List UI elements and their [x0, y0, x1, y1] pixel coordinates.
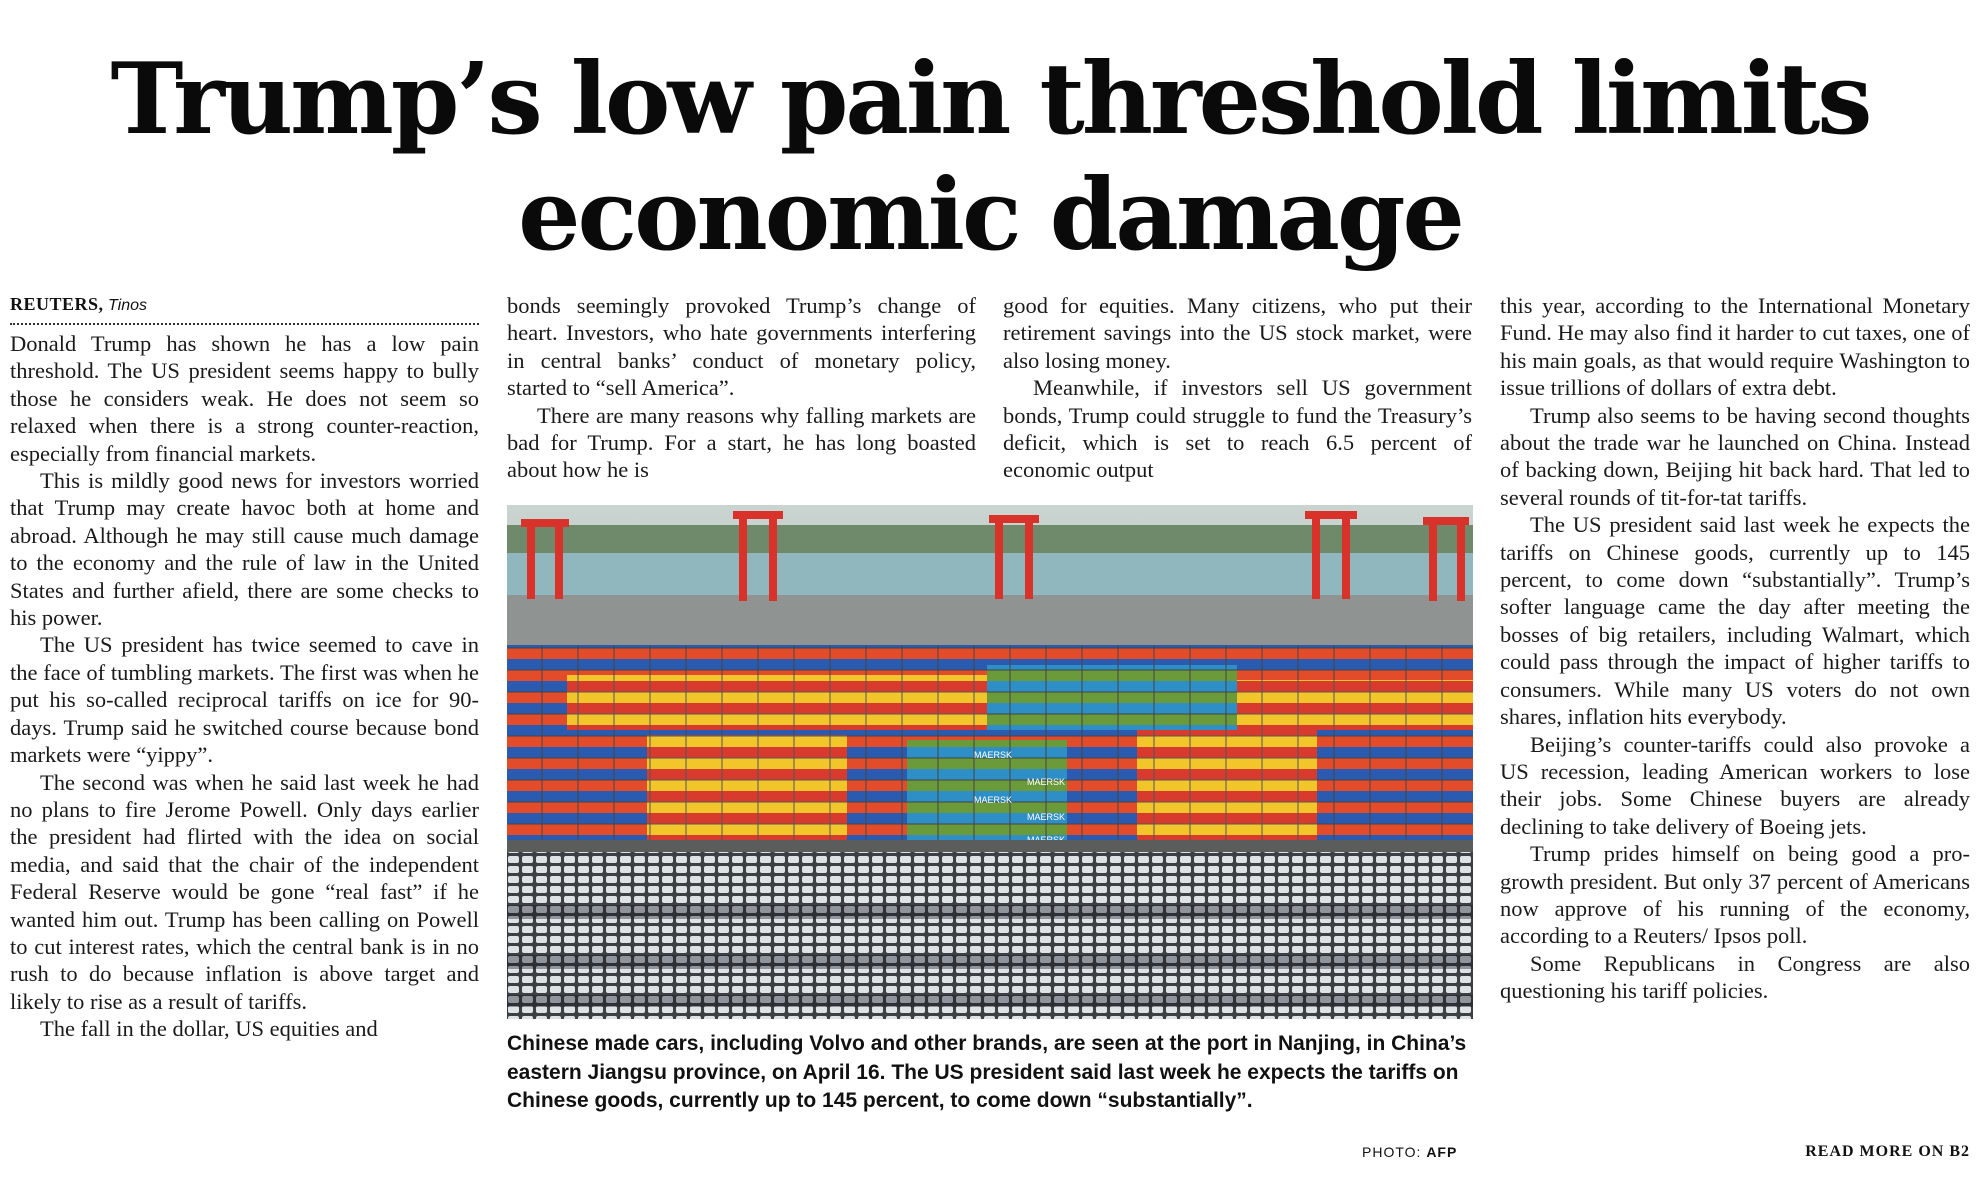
container-label: MAERSK — [1027, 812, 1066, 822]
paragraph: Some Republicans in Congress are also questioning his tariff policies. — [1500, 950, 1970, 1004]
byline — [10, 294, 479, 325]
headline-line-1: Trump’s low pain threshold limits — [110, 42, 1870, 157]
paragraph: The US president said last week he expects the tariffs on Chinese goods, currently up to 145 percent, to come down “substantially”. Trump’s softer language came the day after meeting the bosses of big retailers, including Walmart, which could pass through the impact of higher tariffs to consumers. While many US voters do not own shares, inflation hits everybody. — [1500, 512, 1970, 730]
photo-caption: Chinese made cars, including Volvo and other brands, are seen at the port in Nanjing, in China’s eastern Jiangsu province, on April 16. The US president said last week he expects the tariffs on Chinese goods, currently up to 145 percent, to come down “substantially”. — [507, 1032, 1467, 1112]
container-label: MAERSK — [974, 795, 1013, 805]
paragraph: bonds seemingly provoked Trump’s change of heart. Investors, who hate governments interfering in central banks’ conduct of monetary policy, started to “sell America”. — [507, 293, 976, 401]
paragraph: Beijing’s counter-tariffs could also provoke a US recession, leading American workers to lose their jobs. Some Chinese buyers are already declining to take delivery of Boeing jets. — [1500, 731, 1970, 839]
paragraph: The second was when he said last week he had no plans to fire Jerome Powell. Only days earlier the president had flirted with the idea on social media, and said that the chair of the independent Federal Reserve would be gone “real fast” if he wanted him out. Trump has been calling on Powell to cut interest rates, which the central bank is in no rush to do because inflation is above target and likely to rise as a result of tariffs. — [10, 769, 479, 1014]
article-column-3 — [1003, 292, 1472, 484]
container-label: MAERSK — [974, 750, 1013, 760]
photo-credit-label: PHOTO: — [1362, 1144, 1422, 1160]
paragraph: There are many reasons why falling markets are bad for Trump. For a start, he has long boasted about how he is — [507, 402, 976, 483]
port-photo — [507, 505, 1473, 1019]
container-label: MAERSK — [1027, 777, 1066, 787]
byline-agency: REUTERS, — [10, 294, 104, 314]
paragraph: Trump also seems to be having second thoughts about the trade war he launched on China. Instead of backing down, Beijing hit back hard. That led to several rounds of tit-for-tat tariffs. — [1500, 402, 1970, 510]
byline-place: Tinos — [108, 297, 148, 314]
headline-line-2: economic damage — [518, 158, 1462, 273]
article-column-1 — [10, 330, 479, 1043]
photo-credit-source: AFP — [1426, 1144, 1458, 1160]
paragraph: Donald Trump has shown he has a low pain threshold. The US president seems happy to bully those he considers weak. He does not seem so relaxed when there is a strong counter-reaction, especially from financial markets. — [10, 331, 479, 466]
paragraph: The fall in the dollar, US equities and — [40, 1016, 378, 1042]
paragraph: this year, according to the International Monetary Fund. He may also find it harder to cut taxes, one of his main goals, as that would require Washington to issue trillions of dollars of extra debt. — [1500, 293, 1970, 401]
paragraph: The US president has twice seemed to cave in the face of tumbling markets. The first was when he put his so-called reciprocal tariffs on ice for 90-days. Trump said he switched course because bond markets were “yippy”. — [10, 632, 479, 768]
paragraph: good for equities. Many citizens, who put their retirement savings into the US stock market, were also losing money. — [1003, 293, 1472, 373]
paragraph: This is mildly good news for investors worried that Trump may create havoc both at home and abroad. Although he may still cause much damage to the economy and the rule of law in the United States and further afield, there are some checks to his power. — [10, 468, 479, 631]
port-photo-illustration — [507, 505, 1473, 1019]
article-column-4 — [1500, 292, 1970, 1005]
headline — [0, 42, 1980, 274]
read-more-link[interactable]: READ MORE ON B2 — [1805, 1143, 1970, 1160]
paragraph: Trump prides himself on being good a pro-growth president. But only 37 percent of Americans now approve of his running of the economy, according to a Reuters/ Ipsos poll. — [1500, 841, 1970, 949]
photo-credit — [1362, 1144, 1457, 1160]
paragraph: Meanwhile, if investors sell US government bonds, Trump could struggle to fund the Treasury’s deficit, which is set to reach 6.5 percent of economic output — [1003, 375, 1472, 483]
article-column-2 — [507, 292, 976, 484]
